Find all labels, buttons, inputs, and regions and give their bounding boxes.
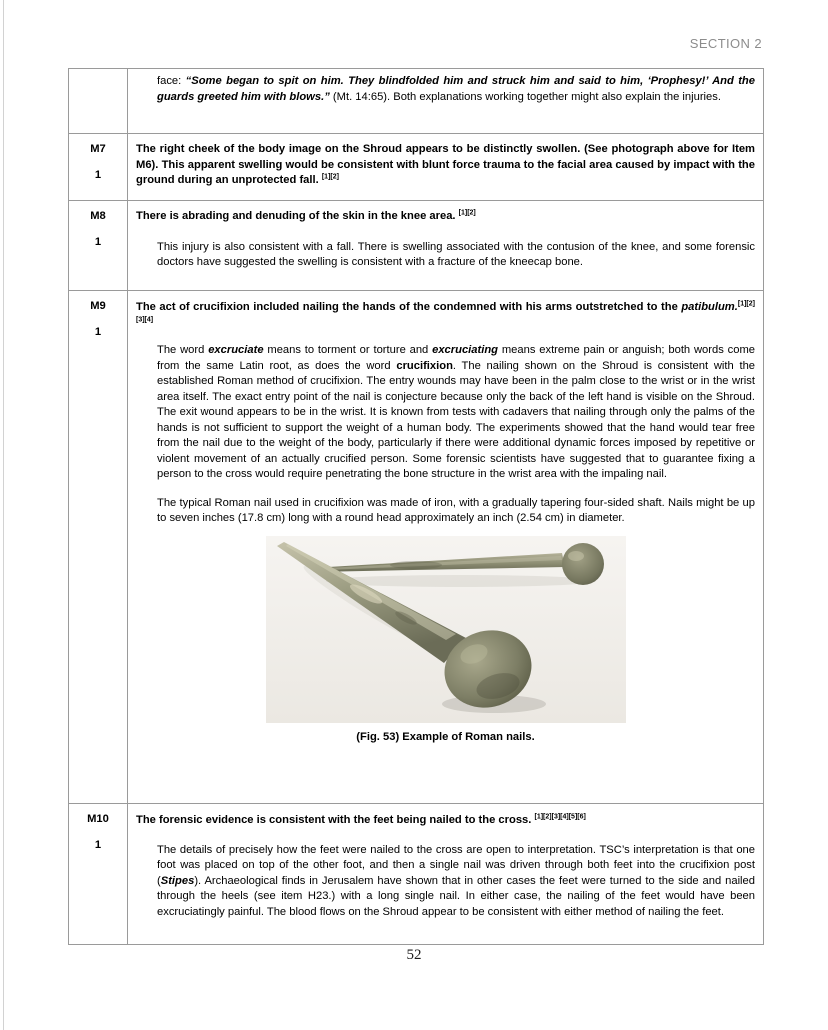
footnote-refs: [1][2][3][4] — [136, 300, 755, 323]
item-paragraph: The typical Roman nail used in crucifixion was made of iron, with a gradually tapering four-sided shaft. Nails might be up to seven inches (17.8 cm) long with a round head approximately an inch (2.54 cm) in diameter. — [157, 496, 755, 524]
figure-53 — [266, 536, 626, 745]
table-row-m8 — [69, 201, 763, 291]
text-run: The details of precisely how the feet were nailed to the cross are open to interpretation. TSC’s interpretation is that one foot was placed on top of the other foot, and then a single nail was driven through both feet into the crucifixion post ( — [157, 843, 755, 887]
row-number: 1 — [94, 169, 102, 181]
table-row-m10 — [69, 804, 763, 944]
row-label-cell — [69, 201, 128, 290]
text-run: . The nailing shown on the Shroud is consistent with the established Roman method of crucifixion. The entry wounds may have been in the palm close to the wrist or in the wrist area itself. The exact entry point of the nail is conjecture because only the back of the left hand is visible on the Shroud. The exit wound appears to be in the wrist. It is known from tests with cadavers that nailing through only the palms of the hands is not sufficient to support the weight of a human body. The experiments showed that the hand would tear free from the nail due to the weight of the body, particularly if there were additional dynamic forces imposed by repetitive or violent movement of an actually crucified person. Some forensic scientists have suggested that to guarantee fixing a person to the cross would require penetrating the bone structure in the wrist area with the impaling nail. — [157, 359, 756, 480]
emphasized-word: crucifixion — [396, 359, 453, 372]
row-label: M10 — [87, 813, 109, 825]
emphasized-word: excruciating — [432, 344, 499, 356]
row-label: M9 — [90, 300, 106, 312]
table-row-m9 — [69, 291, 763, 804]
text-run: ). Archaeological finds in Jerusalem have shown that in other cases the feet were turned to the side and nailed through the heels (see item H23.) with a long single nail. In either case, the nailing of the feet would have been excruciatingly painful. The blood flows on the Shroud appear to be consistent with either method of nailing the feet. — [157, 874, 755, 918]
page-edge-line — [3, 0, 4, 1030]
text-run: means extreme pain or anguish; both words come from the same Latin root, as does the word — [157, 344, 755, 372]
row-content-cell — [128, 69, 763, 133]
row-label: M8 — [90, 210, 106, 222]
row-label-cell — [69, 134, 128, 200]
heading-text: The forensic evidence is consistent with the feet being nailed to the cross. — [136, 814, 535, 826]
footnote-refs: [1][2] — [321, 173, 339, 181]
footnote-refs: [1][2][3][4][5][6] — [534, 813, 586, 821]
row-label-cell — [69, 291, 128, 803]
row-label-cell — [69, 804, 128, 944]
item-heading — [136, 300, 755, 331]
item-heading — [136, 142, 755, 189]
row-label: M7 — [90, 143, 106, 155]
footnote-refs: [1][2] — [458, 209, 476, 217]
text-run: face: — [157, 75, 186, 87]
figure-caption: (Fig. 53) Example of Roman nails. — [356, 730, 535, 743]
text-run: (Mt. 14:65). Both explanations working together might also explain the injuries. — [329, 90, 721, 103]
row-number: 1 — [94, 326, 102, 338]
item-heading — [136, 209, 755, 225]
item-paragraph — [157, 843, 755, 921]
section-header: SECTION 2 — [689, 36, 762, 51]
evidence-table — [68, 68, 764, 945]
text-run: The word — [157, 344, 209, 356]
emphasized-word: excruciate — [208, 344, 264, 356]
text-run: means to torment or torture and — [263, 344, 433, 356]
row-number: 1 — [94, 236, 102, 248]
table-row-m6-continuation — [69, 69, 763, 134]
row-label-cell-empty — [69, 69, 128, 133]
roman-nails-photo — [266, 536, 626, 723]
row-content-cell — [128, 291, 763, 803]
row-content-cell — [128, 201, 763, 290]
page-number: 52 — [406, 947, 422, 963]
item-heading — [136, 813, 755, 829]
heading-text: The act of crucifixion included nailing the hands of the condemned with his arms outstretched to the — [136, 301, 682, 313]
row-content-cell — [128, 804, 763, 944]
item-paragraph: This injury is also consistent with a fall. There is swelling associated with the contusion of the knee, and some forensic doctors have suggested the swelling is consistent with a fracture of the kneecap bone. — [157, 240, 755, 268]
latin-term: patibulum. — [681, 301, 738, 313]
table-row-m7 — [69, 134, 763, 201]
scripture-quote: “Some began to spit on him. They blindfolded him and struck him and said to him, ‘Prophesy!’ And the guards greeted him with blows.” — [157, 75, 755, 103]
heading-text: There is abrading and denuding of the skin in the knee area. — [136, 210, 459, 222]
latin-term: Stipes — [160, 874, 195, 887]
continuation-paragraph — [157, 74, 755, 105]
heading-text: The right cheek of the body image on the Shroud appears to be distinctly swollen. (See photograph above for Item M6). This apparent swelling would be consistent with blunt force trauma to the facial area caused by impact with the ground during an unprotected fall. — [136, 143, 755, 186]
item-paragraph — [157, 343, 755, 483]
row-content-cell — [128, 134, 763, 200]
row-number: 1 — [94, 839, 102, 851]
